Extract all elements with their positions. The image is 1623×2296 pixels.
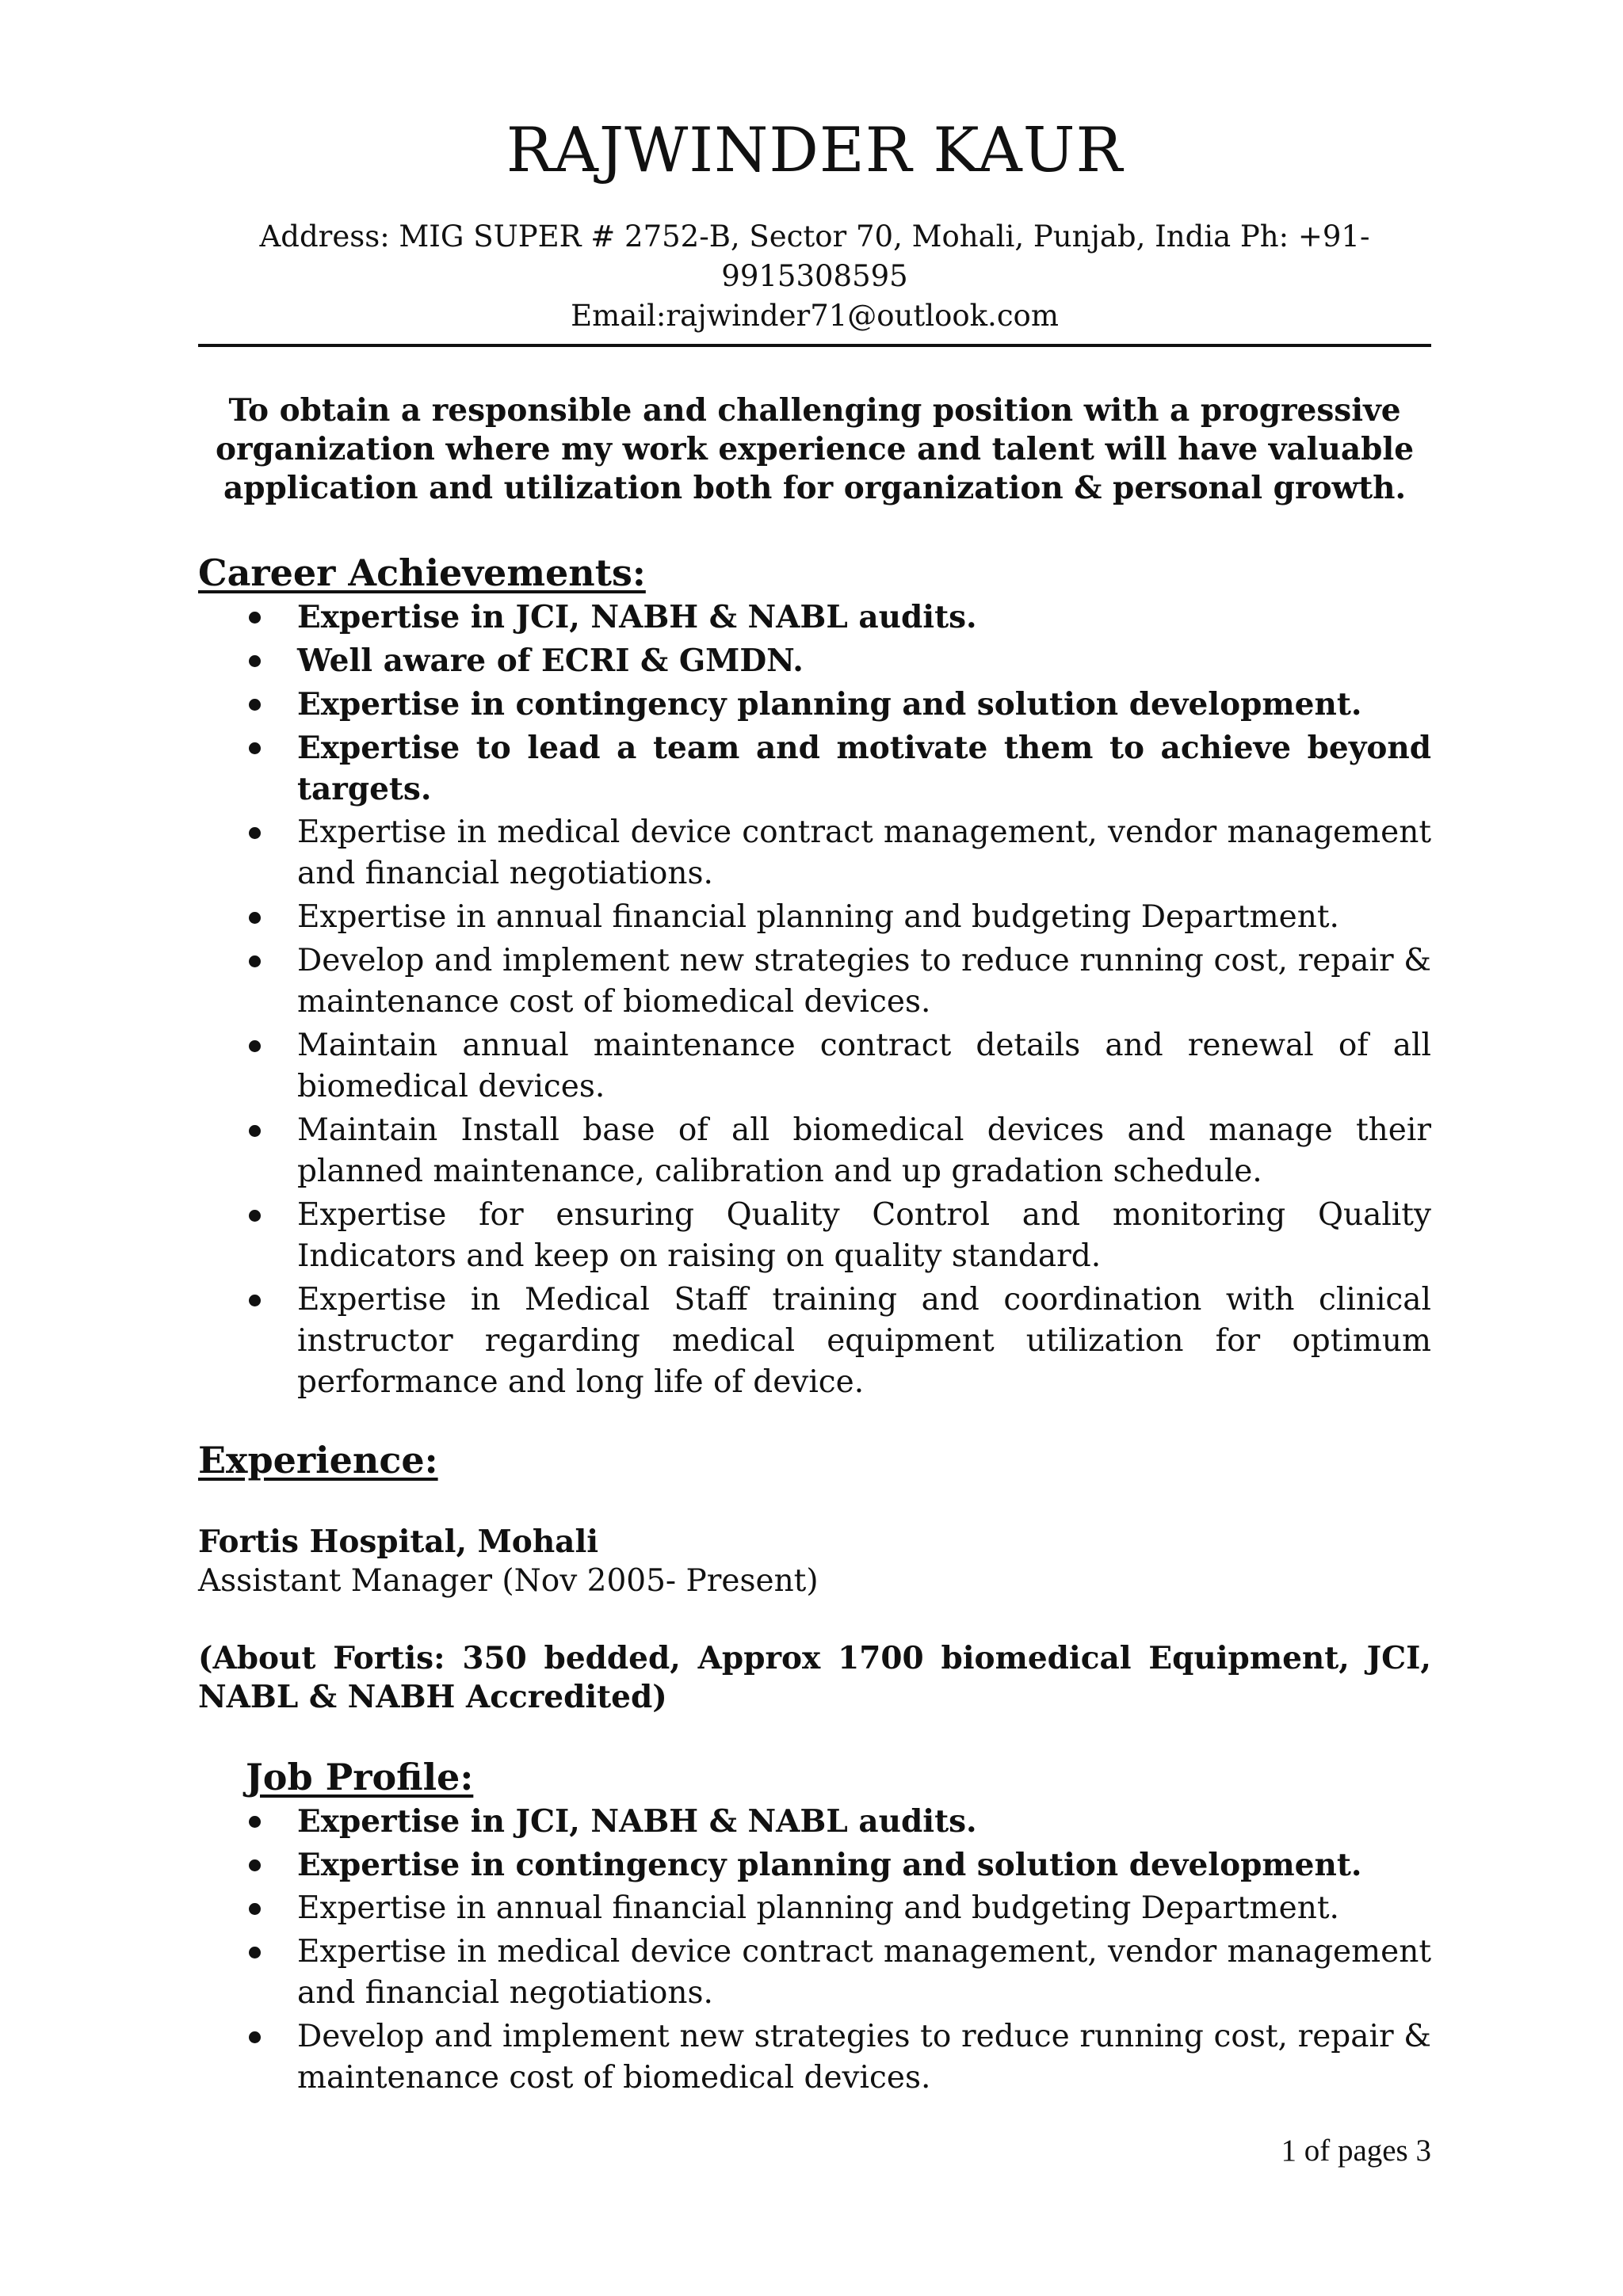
list-item [198,1025,1431,1108]
list-item-text: Expertise in JCI, NABH & NABL audits. [297,1803,977,1840]
resume-content [198,111,1431,2101]
list-item-text: Expertise in annual financial planning and budgeting Department. [297,899,1339,935]
list-item [198,1844,1431,1886]
bullet-icon [249,1295,261,1306]
list-item-text: Develop and implement new strategies to reduce running cost, repair & maintenance cost of biomedical devices. [297,2019,1431,2096]
list-item-text: Expertise in Medical Staff training and coordination with clinical instructor regarding medical equipment utilization for optimum performance and long life of device. [297,1282,1431,1400]
list-item [198,727,1431,810]
list-item-text: Develop and implement new strategies to reduce running cost, repair & maintenance cost of biomedical devices. [297,943,1431,1020]
list-item-text: Well aware of ECRI & GMDN. [297,643,804,679]
job-title: Assistant Manager (Nov 2005- Present) [198,1563,819,1599]
list-item-text: Maintain Install base of all biomedical devices and manage their planned maintenance, calibration and up gradation schedule. [297,1112,1431,1189]
list-item [198,640,1431,681]
experience-heading: Experience: [198,1439,438,1482]
list-item [198,2016,1431,2099]
contact-address-phone: Address: MIG SUPER # 2752-B, Sector 70, Mohali, Punjab, India Ph: +91-9915308595 [259,219,1370,293]
bullet-icon [249,1040,261,1052]
bullet-icon [249,1947,261,1958]
list-item-text: Maintain annual maintenance contract details and renewal of all biomedical devices. [297,1028,1431,1104]
bullet-icon [249,1816,261,1828]
list-item [198,597,1431,638]
list-item-text: Expertise in contingency planning and solution development. [297,686,1362,723]
list-item-text: Expertise in JCI, NABH & NABL audits. [297,599,977,635]
bullet-icon [249,2031,261,2043]
list-item [198,1801,1431,1842]
list-item [198,897,1431,938]
contact-block [198,217,1431,336]
list-item [198,1110,1431,1192]
contact-email: Email:rajwinder71@outlook.com [571,299,1059,333]
list-item-text: Expertise to lead a team and motivate them to achieve beyond targets. [297,730,1431,807]
bullet-icon [249,1903,261,1915]
list-item [198,1280,1431,1403]
page-number: 1 of pages 3 [1281,2134,1431,2168]
list-item [198,940,1431,1023]
list-item [198,812,1431,894]
list-item-text: Expertise for ensuring Quality Control and monitoring Quality Indicators and keep on raising on quality standard. [297,1197,1431,1274]
list-item [198,1888,1431,1929]
bullet-icon [249,655,261,667]
bullet-icon [249,912,261,924]
objective-statement: To obtain a responsible and challenging position with a progressive organization where my work experience and talent will have valuable application and utilization both for organization & personal growth. [215,392,1415,506]
header-divider [198,344,1431,347]
career-achievements-list [198,597,1431,1403]
list-item-text: Expertise in contingency planning and solution development. [297,1847,1362,1883]
list-item-text: Expertise in medical device contract management, vendor management and financial negotiations. [297,814,1431,891]
candidate-name: RAJWINDER KAUR [506,115,1124,186]
list-item [198,1932,1431,2014]
bullet-icon [249,827,261,839]
career-achievements-heading: Career Achievements: [198,551,646,594]
employer-name: Fortis Hospital, Mohali [198,1524,599,1560]
bullet-icon [249,612,261,624]
list-item-text: Expertise in annual financial planning and budgeting Department. [297,1890,1339,1926]
job-profile-list [198,1801,1431,2099]
list-item [198,1195,1431,1277]
bullet-icon [249,1859,261,1871]
bullet-icon [249,955,261,967]
bullet-icon [249,699,261,711]
list-item-text: Expertise in medical device contract management, vendor management and financial negotiations. [297,1934,1431,2011]
bullet-icon [249,742,261,754]
job-profile-heading: Job Profile: [246,1756,474,1798]
list-item [198,684,1431,725]
bullet-icon [249,1125,261,1137]
employer-description: (About Fortis: 350 bedded, Approx 1700 biomedical Equipment, JCI, NABL & NABH Accredited) [198,1640,1431,1715]
bullet-icon [249,1210,261,1222]
